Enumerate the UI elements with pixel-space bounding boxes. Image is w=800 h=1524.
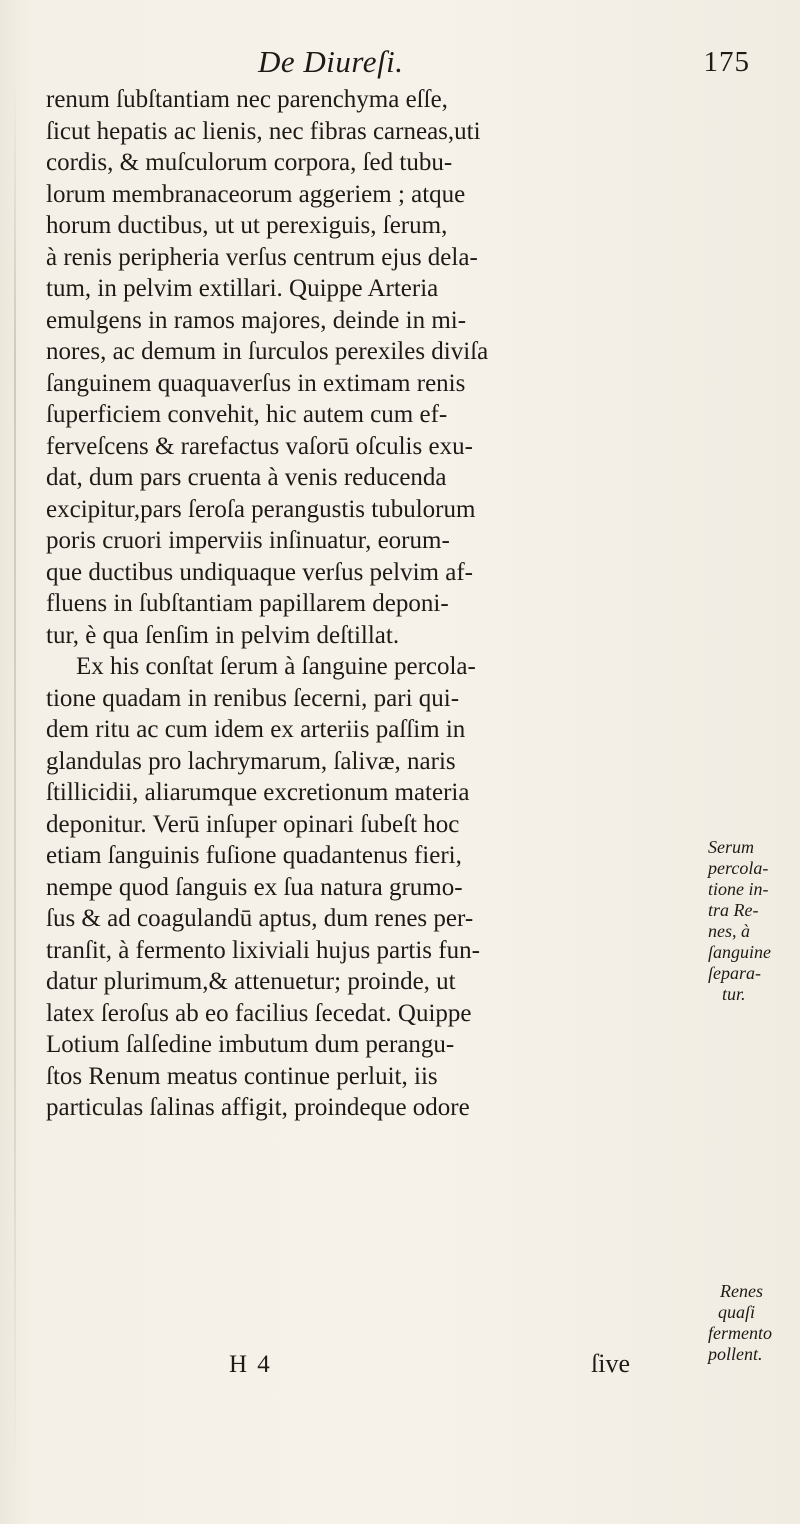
text-line: datur plurimum,& attenuetur; proinde, ut bbox=[46, 968, 456, 995]
page-number: 175 bbox=[703, 46, 750, 78]
text-line: ſtillicidii, aliarumque excretionum materia bbox=[46, 779, 470, 806]
margin-note-renes bbox=[708, 1281, 796, 1365]
text-line: horum ductibus, ut ut perexiguis, ſerum, bbox=[46, 212, 448, 239]
margin-note-line: fermento bbox=[708, 1323, 772, 1343]
margin-note-line: nes, à bbox=[708, 921, 750, 941]
margin-note-line: tur. bbox=[722, 984, 746, 1004]
text-line: excipitur,pars ſeroſa perangustis tubulorum bbox=[46, 495, 476, 523]
text-line: renum ſubſtantiam nec parenchyma eſſe, bbox=[46, 86, 448, 113]
text-line: tur, è qua ſenſim in pelvim deſtillat. bbox=[46, 621, 400, 649]
text-line: ſus & ad coagulandū aptus, dum renes per- bbox=[46, 905, 474, 932]
running-title: De Diureſi. bbox=[258, 44, 404, 79]
text-line: glandulas pro lachrymarum, ſalivæ, naris bbox=[46, 747, 456, 775]
margin-note-line: percola- bbox=[708, 858, 769, 878]
text-line: Lotium ſalſedine imbutum dum perangu- bbox=[46, 1031, 455, 1058]
paragraph-start-line: Ex his conſtat ſerum à ſanguine percola- bbox=[76, 653, 476, 680]
text-line: ferveſcens & rarefactus vaſorū oſculis exu- bbox=[46, 432, 473, 460]
text-line: particulas ſalinas affigit, proindeque odore bbox=[46, 1094, 470, 1121]
margin-note-line: Serum bbox=[708, 837, 754, 857]
binding-gutter bbox=[14, 80, 16, 1480]
margin-note-line: ſepara- bbox=[708, 963, 761, 983]
text-line: nores, ac demum in ſurculos perexiles diviſa bbox=[46, 338, 489, 365]
text-line: emulgens in ramos majores, deinde in mi- bbox=[46, 306, 467, 334]
text-line: cordis, & muſculorum corpora, ſed tubu- bbox=[46, 149, 453, 176]
margin-note-line: ſanguine bbox=[708, 942, 771, 962]
text-line: tione quadam in renibus ſecerni, pari qui- bbox=[46, 684, 460, 712]
text-line: tranſit, à fermento lixiviali hujus partis fun- bbox=[46, 936, 480, 964]
text-line: deponitur. Verū inſuper opinari ſubeſt hoc bbox=[46, 810, 460, 838]
margin-note-line: Renes bbox=[720, 1281, 763, 1301]
text-line: ſicut hepatis ac lienis, nec fibras carneas,uti bbox=[46, 117, 481, 145]
text-line: à renis peripheria verſus centrum ejus dela- bbox=[46, 243, 478, 271]
text-line: ſuperficiem convehit, hic autem cum ef- bbox=[46, 401, 448, 428]
margin-note-line: tra Re- bbox=[708, 900, 759, 920]
text-line: ſanguinem quaquaverſus in extimam renis bbox=[46, 369, 466, 397]
body-text bbox=[46, 84, 736, 1124]
text-line: tum, in pelvim extillari. Quippe Arteria bbox=[46, 275, 439, 302]
text-line: dat, dum pars cruenta à venis reducenda bbox=[46, 464, 447, 491]
text-line: poris cruori imperviis inſinuatur, eorum- bbox=[46, 527, 450, 554]
margin-note-line: quaſi bbox=[718, 1302, 756, 1322]
page-header bbox=[60, 44, 750, 84]
signature-mark: H 4 bbox=[229, 1351, 272, 1378]
text-line: fluens in ſubſtantiam papillarem deponi- bbox=[46, 590, 449, 617]
text-line: latex ſeroſus ab eo facilius ſecedat. Quippe bbox=[46, 999, 472, 1027]
catchword: ſive bbox=[591, 1349, 630, 1378]
text-line: que ductibus undiquaque verſus pelvim af- bbox=[46, 558, 473, 586]
margin-note-line: tione in- bbox=[708, 879, 769, 899]
text-line: nempe quod ſanguis ex ſua natura grumo- bbox=[46, 873, 463, 901]
margin-note-line: pollent. bbox=[708, 1344, 763, 1364]
text-line: etiam ſanguinis fuſione quadantenus fieri, bbox=[46, 842, 462, 869]
text-line: lorum membranaceorum aggeriem ; atque bbox=[46, 180, 466, 208]
margin-note-serum bbox=[708, 837, 796, 1005]
text-line: ſtos Renum meatus continue perluit, iis bbox=[46, 1062, 438, 1090]
text-line: dem ritu ac cum idem ex arteriis paſſim in bbox=[46, 716, 466, 743]
